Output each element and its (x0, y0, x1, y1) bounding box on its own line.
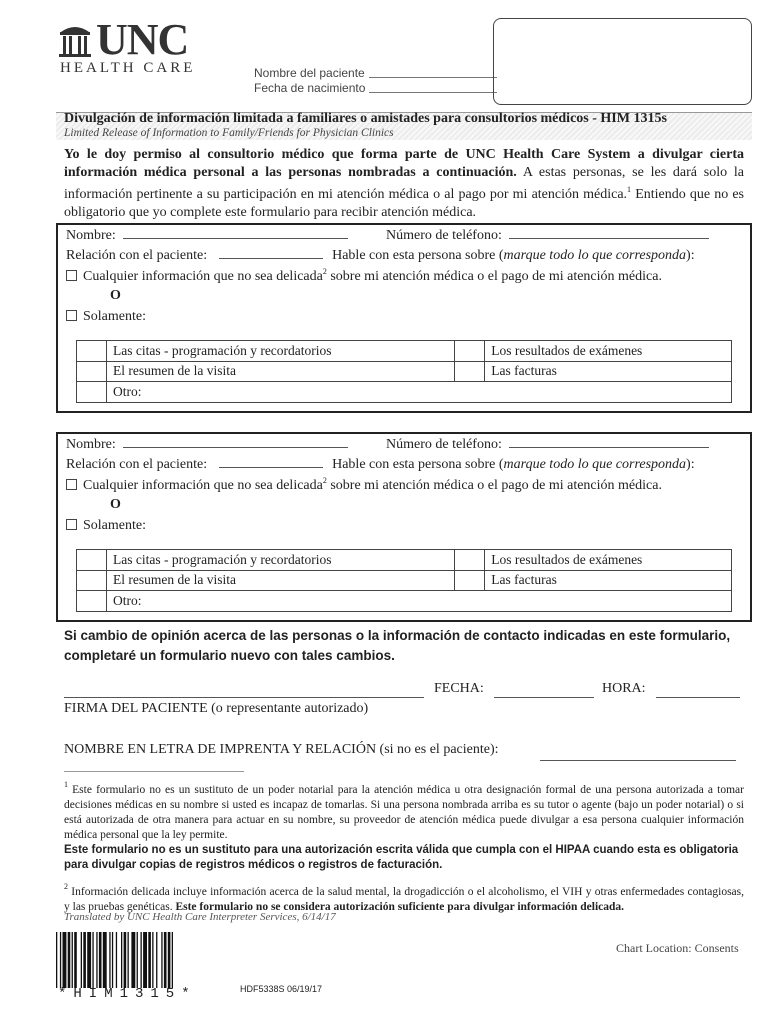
any-info-text-a: Cualquier información que no sea delicada (83, 269, 323, 284)
print-name-label: NOMBRE EN LETRA DE IMPRENTA Y RELACIÓN (si no es el paciente): (64, 742, 499, 757)
speak-italic: marque todo lo que corresponda (503, 457, 687, 472)
fecha-label: FECHA: (434, 681, 484, 696)
table-row (77, 382, 732, 403)
option-checkbox-cell[interactable] (77, 550, 107, 571)
footnote-1-text: Este formulario no es un sustituto de un poder notarial para la atención médica u otra designación formal de una persona autorizada a tomar decisiones médicas en su nombre si usted es incapaz de tomarlas. Si una persona nombrada arriba es su tutor o agente (bajo un poder notarial) o si está autorizada de otra manera para actuar en su nombre, su proveedor de atención médica puede divulgar a esa persona cualquier información médica personal que la ley permite. (64, 784, 744, 841)
speak-prefix: Hable con esta persona sobre ( (332, 248, 504, 263)
print-name-field[interactable] (540, 760, 736, 761)
footnote-2 (64, 879, 744, 915)
name-label: Nombre: (66, 228, 116, 243)
intro-paragraph (64, 146, 744, 221)
option-cell: Las citas - programación y recordatorios (107, 550, 455, 571)
speak-suffix: ): (686, 457, 695, 472)
footnote-2-number: 2 (64, 882, 68, 891)
person-block-1 (56, 223, 752, 413)
phone-label: Número de teléfono: (386, 228, 502, 243)
footnote-2-bold: Este formulario no se considera autorización suficiente para divulgar información delicada. (175, 901, 625, 913)
intro-bold: Yo le doy permiso al consultorio médico que forma parte de UNC Health Care System a divulgar cierta información médica personal a las personas nombradas a continuación. (64, 147, 744, 180)
patient-label-box (493, 18, 752, 105)
logo-health-care-text: HEALTH CARE (60, 60, 196, 76)
option-checkbox-cell[interactable] (77, 341, 107, 362)
footnote-1 (64, 777, 744, 843)
relation-label: Relación con el paciente: (66, 248, 208, 263)
option-cell: Las facturas (485, 361, 732, 382)
change-note: Si cambio de opinión acerca de las personas o la información de contacto indicadas en este formulario, completaré un formulario nuevo con tales cambios. (64, 628, 731, 663)
barcode-text: *HIM1315* (58, 986, 197, 1002)
other-cell[interactable]: Otro: (107, 382, 732, 403)
option-checkbox-cell[interactable] (455, 361, 485, 382)
any-info-checkbox[interactable] (66, 479, 77, 490)
option-checkbox-cell[interactable] (455, 341, 485, 362)
intro-rest: A estas personas, se les dará solo la información pertinente a su participación en mi atención médica o al pago por mi atención médica. (64, 164, 744, 202)
speak-prefix: Hable con esta persona sobre ( (332, 457, 504, 472)
relation-label: Relación con el paciente: (66, 457, 208, 472)
footnote-1-number: 1 (64, 780, 68, 789)
options-table (76, 340, 732, 403)
only-checkbox[interactable] (66, 310, 77, 321)
chart-location: Chart Location: Consents (616, 941, 739, 955)
barcode-image (56, 932, 216, 988)
option-cell: El resumen de la visita (107, 570, 455, 591)
option-cell: Las citas - programación y recordatorios (107, 341, 455, 362)
any-info-text-b: sobre mi atención médica o el pago de mi atención médica. (326, 269, 662, 284)
form-number: HDF5338S 06/19/17 (240, 984, 323, 994)
any-info-text-b: sobre mi atención médica o el pago de mi atención médica. (326, 478, 662, 493)
table-row (77, 361, 732, 382)
other-cell[interactable]: Otro: (107, 591, 732, 612)
relation-field[interactable] (219, 456, 323, 468)
option-checkbox-cell[interactable] (455, 570, 485, 591)
or-label: O (110, 497, 121, 512)
name-field[interactable] (123, 227, 348, 239)
signature-field[interactable] (64, 697, 424, 698)
intro-footnote-ref: 1 (627, 185, 632, 194)
option-checkbox-cell[interactable] (77, 361, 107, 382)
speak-italic: marque todo lo que corresponda (503, 248, 687, 263)
person-block-2 (56, 432, 752, 622)
only-label: Solamente: (83, 518, 146, 533)
option-cell: Los resultados de exámenes (485, 341, 732, 362)
hora-label: HORA: (602, 681, 646, 696)
phone-field[interactable] (509, 227, 709, 239)
patient-dob-label: Fecha de nacimiento (254, 81, 366, 95)
name-field[interactable] (123, 436, 348, 448)
only-label: Solamente: (83, 309, 146, 324)
option-checkbox-cell[interactable] (77, 591, 107, 612)
patient-dob-field[interactable] (369, 81, 497, 93)
table-row (77, 341, 732, 362)
name-label: Nombre: (66, 437, 116, 452)
form-title: Divulgación de información limitada a familiares o amistades para consultorios médicos - HIM 1315s (64, 111, 667, 126)
option-checkbox-cell[interactable] (77, 382, 107, 403)
or-label: O (110, 288, 121, 303)
only-checkbox[interactable] (66, 519, 77, 530)
phone-field[interactable] (509, 436, 709, 448)
logo-unc-text: UNC (96, 15, 189, 64)
old-well-icon (58, 22, 92, 58)
intro-last: Entiendo que no es obligatorio que yo complete este formulario para recibir atención médica. (64, 187, 745, 220)
speak-suffix: ): (686, 248, 695, 263)
option-checkbox-cell[interactable] (77, 570, 107, 591)
patient-name-label: Nombre del paciente (254, 66, 365, 80)
any-info-text-a: Cualquier información que no sea delicada (83, 478, 323, 493)
footnote-2-text: Información delicada incluye información acerca de la salud mental, la drogadicción o el alcoholismo, el VIH y otras enfermedades contagiosas, y las pruebas genéticas. (64, 886, 745, 913)
patient-info (254, 66, 497, 96)
fecha-field[interactable] (494, 697, 594, 698)
unc-health-care-logo (58, 15, 218, 78)
relation-field[interactable] (219, 247, 323, 259)
table-row (77, 591, 732, 612)
form-subtitle: Limited Release of Information to Family/Friends for Physician Clinics (64, 127, 394, 139)
option-cell: Las facturas (485, 570, 732, 591)
any-info-checkbox[interactable] (66, 270, 77, 281)
hora-field[interactable] (656, 697, 740, 698)
translation-credit: Translated by UNC Health Care Interpreter Services, 6/14/17 (64, 911, 336, 923)
table-row (77, 570, 732, 591)
footnote-divider (64, 771, 244, 772)
patient-name-field[interactable] (369, 66, 497, 78)
hipaa-note: Este formulario no es un sustituto para una autorización escrita válida que cumpla con el HIPAA cuando esta es obligatoria para divulgar copias de registros médicos o registros de facturación. (64, 844, 739, 871)
phone-label: Número de teléfono: (386, 437, 502, 452)
signature-label: FIRMA DEL PACIENTE (o representante autorizado) (64, 701, 369, 716)
option-cell: El resumen de la visita (107, 361, 455, 382)
any-info-footnote-ref: 2 (322, 476, 327, 485)
option-checkbox-cell[interactable] (455, 550, 485, 571)
options-table (76, 549, 732, 612)
table-row (77, 550, 732, 571)
option-cell: Los resultados de exámenes (485, 550, 732, 571)
any-info-footnote-ref: 2 (322, 267, 327, 276)
